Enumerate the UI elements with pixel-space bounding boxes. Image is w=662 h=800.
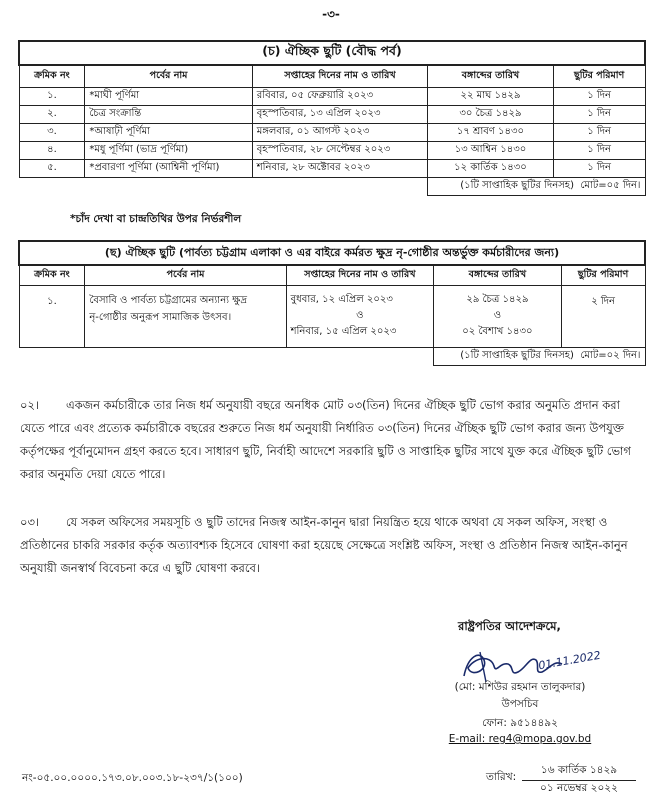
table-row [19, 87, 645, 105]
festival-name-line: নৃ-গোষ্ঠীর অনুরূপ সামাজিক উৎসব। [89, 311, 232, 323]
table-title: (চ) ঐচ্ছিক ছুটি (বৌদ্ধ পর্ব) [19, 41, 645, 65]
weekday-date-cell: শনিবার, ২৮ অক্টোবর ২০২৩ [252, 159, 427, 177]
paragraph-text: একজন কর্মচারীকে তার নিজ ধর্ম অনুযায়ী বছরে অনধিক মোট ০৩(তিন) দিনের ঐচ্ছিক ছুটি ভোগ করার অনুমতি প্রদান করা যেতে পারে এবং প্রত্যেক কর্মচারীকে বছরের শুরুতে নিজ ধর্ম অনুযায়ী নির্ধারিত ০৩(তিন) দিনের ঐচ্ছিক ছুটি ভোগ করার জন্য উপযুক্ত কর্তৃপক্ষের পূর্বানুমোদন গ্রহণ করতে হবে। সাধারণ ছুটি, নির্বাহী আদেশে সরকারি ছুটি ও সাপ্তাহিক ছুটির সাথে যুক্ত করে ঐচ্ছিক ছুটি ভোগ করার অনুমতি দেয়া যেতে পারে। [20, 398, 631, 481]
amount-cell: ১ দিন [553, 123, 645, 141]
paragraph-number: ০৩। [20, 515, 40, 529]
amount-cell: ২ দিন [561, 285, 645, 347]
table-row [19, 159, 645, 177]
page-number: -৩- [322, 7, 340, 21]
bangla-date-cell [434, 285, 562, 347]
paragraph-text: যে সকল অফিসের সময়সূচি ও ছুটি তাদের নিজস্ব আইন-কানুন দ্বারা নিয়ন্ত্রিত হয়ে থাকে অথবা যে সকল অফিস, সংস্থা ও প্রতিষ্ঠানের চাকরি সরকার কর্তৃক অত্যাবশ্যক হিসেবে ঘোষণা করা হয়েছে সেক্ষেত্রে সংশ্লিষ্ট অফিস, সংস্থা ও প্রতিষ্ঠান নিজস্ব আইন-কানুন অনুযায়ী জনস্বার্থ বিবেচনা করে এ ছুটি ঘোষণা করবে। [20, 515, 628, 575]
amount-cell: ১ দিন [553, 159, 645, 177]
bangla-date-cell: ২২ মাঘ ১৪২৯ [428, 87, 554, 105]
date-label: তারিখ: [486, 771, 517, 783]
date-line: শনিবার, ১৫ এপ্রিল ২০২৩ [290, 326, 397, 337]
column-header: পর্বের নাম [85, 265, 286, 285]
table-title: (ছ) ঐচ্ছিক ছুটি (পার্বত্য চট্টগ্রাম এলাকা ও এর বাইরে কর্মরত ক্ষুদ্র নৃ-গোষ্ঠীর অন্তর্ভুক্ত কর্মচারীদের জন্য) [19, 241, 645, 265]
paragraph-02 [20, 394, 642, 486]
table-row [19, 105, 645, 123]
signatory-designation: উপসচিব [501, 698, 539, 710]
column-header: পর্বের নাম [85, 65, 252, 87]
bangla-date-cell: ১৩ আশ্বিন ১৪৩০ [428, 141, 554, 159]
table-row [19, 123, 645, 141]
memo-number: নং-০৫.০০.০০০০.১৭৩.০৮.০০৩.১৮-২৩৭/১(১০০) [22, 772, 243, 784]
paragraph-number: ০২। [20, 398, 40, 412]
serial-cell: ২. [19, 105, 85, 123]
festival-name-cell: *আষাঢ়ী পূর্ণিমা [85, 123, 252, 141]
paragraph-03 [20, 511, 642, 580]
footnote-text: (১টি সাপ্তাহিক ছুটির দিনসহ) [460, 179, 574, 191]
table-row [19, 141, 645, 159]
column-header: ক্রমিক নং [19, 65, 85, 87]
moon-dependency-note: *চাঁদ দেখা বা চান্দ্রতিথির উপর নির্ভরশীল [70, 213, 242, 225]
amount-cell: ১ দিন [553, 87, 645, 105]
column-header: ক্রমিক নং [19, 265, 85, 285]
column-header: ছুটির পরিমাণ [561, 265, 645, 285]
column-header: সপ্তাহের দিনের নাম ও তারিখ [252, 65, 427, 87]
signatory-phone: ফোন: ৯৫১৪৪৯২ [482, 717, 558, 729]
date-bangla: ১৬ কার্তিক ১৪২৯ [522, 763, 636, 781]
festival-name-cell: চৈত্র সংক্রান্তি [85, 105, 252, 123]
signatory-name: (মো: মশিউর রহমান তালুকদার) [454, 681, 586, 693]
signatory-email: E-mail: reg4@mopa.gov.bd [448, 733, 592, 745]
bangla-date-cell: ৩০ চৈত্র ১৪২৯ [428, 105, 554, 123]
weekday-date-cell: বৃহস্পতিবার, ২৮ সেপ্টেম্বর ২০২৩ [252, 141, 427, 159]
column-header: বঙ্গাব্দের তারিখ [428, 65, 554, 87]
footnote-text: (১টি সাপ্তাহিক ছুটির দিনসহ) [460, 349, 574, 361]
bangla-date-line: ০২ বৈশাখ ১৪৩০ [462, 326, 533, 337]
ethnic-holiday-table [18, 240, 646, 366]
table-row [19, 285, 645, 347]
weekday-date-cell: মঙ্গলবার, ০১ আগস্ট ২০২৩ [252, 123, 427, 141]
bangla-date-cell: ১২ কার্তিক ১৪৩০ [428, 159, 554, 177]
column-header: বঙ্গাব্দের তারিখ [434, 265, 562, 285]
serial-cell: ৩. [19, 123, 85, 141]
serial-cell: ১. [19, 87, 85, 105]
column-header: ছুটির পরিমাণ [553, 65, 645, 87]
weekday-date-cell: বৃহস্পতিবার, ১৩ এপ্রিল ২০২৩ [252, 105, 427, 123]
weekday-date-cell: রবিবার, ০৫ ফেব্রুয়ারি ২০২৩ [252, 87, 427, 105]
weekday-date-cell [286, 285, 434, 347]
serial-cell: ৪. [19, 141, 85, 159]
date-line: বুধবার, ১২ এপ্রিল ২০২৩ [290, 294, 393, 305]
serial-cell: ১. [19, 285, 85, 347]
date-and: ও [356, 310, 364, 321]
total-days: মোট=০২ দিন। [580, 349, 641, 361]
signature-date: 01.11.2022 [537, 648, 602, 673]
festival-name-cell: *প্রবারণা পূর্ণিমা (আশ্বিনী পূর্ণিমা) [85, 159, 252, 177]
festival-name-cell: *মধু পূর্ণিমা (ভাদ্র পূর্ণিমা) [85, 141, 252, 159]
table-footnote [434, 347, 645, 365]
total-days: মোট=০৫ দিন। [580, 179, 641, 191]
table-footnote [428, 177, 645, 195]
festival-name-cell: *মাঘী পূর্ণিমা [85, 87, 252, 105]
bangla-date-and: ও [493, 310, 502, 321]
order-line: রাষ্ট্রপতির আদেশক্রমে, [458, 619, 561, 633]
column-header: সপ্তাহের দিনের নাম ও তারিখ [286, 265, 434, 285]
bangla-date-line: ২৯ চৈত্র ১৪২৯ [466, 294, 529, 305]
bangla-date-cell: ১৭ শ্রাবণ ১৪৩০ [428, 123, 554, 141]
festival-name-cell [85, 285, 286, 347]
buddhist-holiday-table [18, 40, 646, 196]
amount-cell: ১ দিন [553, 105, 645, 123]
amount-cell: ১ দিন [553, 141, 645, 159]
festival-name-line: বৈসাবি ও পার্বত্য চট্টগ্রামের অন্যান্য ক্ষুদ্র [89, 294, 247, 306]
date-english: ০১ নভেম্বর ২০২২ [540, 782, 618, 794]
serial-cell: ৫. [19, 159, 85, 177]
